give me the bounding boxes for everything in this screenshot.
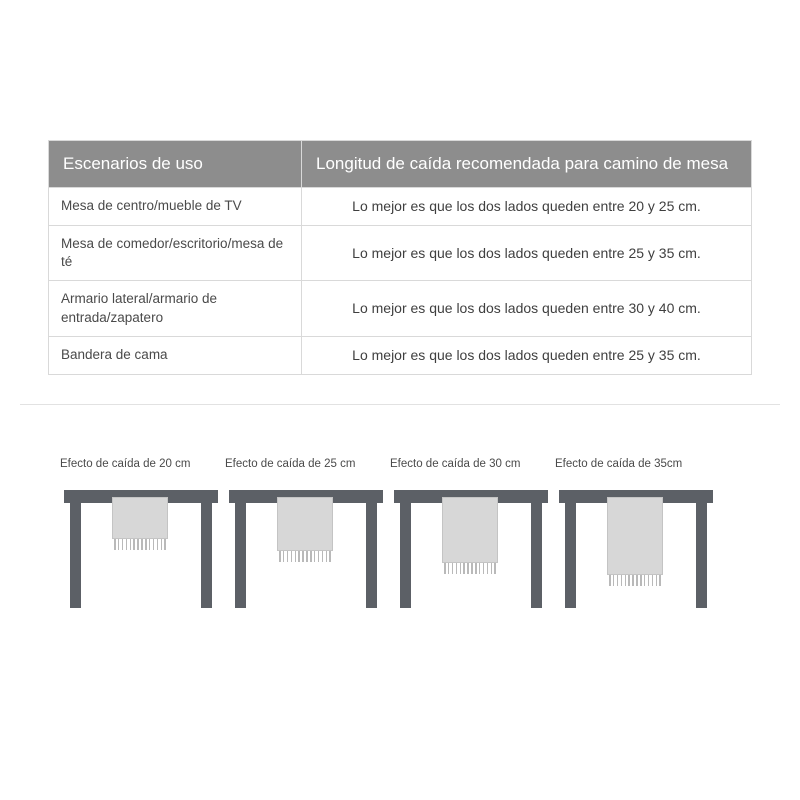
fringe-thread (318, 551, 320, 562)
table-leg-left (235, 503, 246, 608)
fringe-thread (164, 539, 166, 550)
table-runner-shape (112, 497, 168, 539)
cell-recommendation: Lo mejor es que los dos lados queden entre 25 y 35 cm. (302, 225, 752, 280)
table-row (49, 225, 752, 280)
table-runner-shape (442, 497, 498, 563)
fringe-thread (452, 563, 454, 574)
fringe-thread (648, 575, 650, 586)
cell-scenario: Armario lateral/armario de entrada/zapatero (49, 281, 302, 336)
fringe-thread (621, 575, 623, 586)
fringe-thread (463, 563, 465, 574)
fringe-thread (471, 563, 473, 574)
fringe-thread (659, 575, 661, 586)
fringe-thread (114, 539, 116, 550)
fringe-thread (287, 551, 289, 562)
fringe-thread (326, 551, 328, 562)
fringe-thread (625, 575, 627, 586)
table-leg-left (70, 503, 81, 608)
fringe-thread (444, 563, 446, 574)
fringe-thread (644, 575, 646, 586)
fringe-thread (652, 575, 654, 586)
fringe-thread (487, 563, 489, 574)
fringe-thread (130, 539, 132, 550)
fringe-thread (491, 563, 493, 574)
drop-panel (60, 440, 240, 670)
drop-panel (390, 440, 570, 670)
fringe-thread (494, 563, 496, 574)
table-leg-left (565, 503, 576, 608)
recommendation-table-container (48, 140, 752, 375)
drop-panel-caption: Efecto de caída de 35cm (555, 458, 683, 470)
cell-recommendation: Lo mejor es que los dos lados queden entre 25 y 35 cm. (302, 336, 752, 374)
fringe-thread (157, 539, 159, 550)
cell-scenario: Mesa de centro/mueble de TV (49, 188, 302, 226)
cell-scenario: Mesa de comedor/escritorio/mesa de té (49, 225, 302, 280)
fringe-thread (122, 539, 124, 550)
cell-recommendation: Lo mejor es que los dos lados queden entre 20 y 25 cm. (302, 188, 752, 226)
drop-panel-caption: Efecto de caída de 30 cm (390, 458, 521, 470)
table-leg-right (531, 503, 542, 608)
fringe-thread (460, 563, 462, 574)
fringe-thread (149, 539, 151, 550)
table-row (49, 188, 752, 226)
table-header-recommendation: Longitud de caída recomendada para camino de mesa (302, 141, 752, 188)
drop-panel (555, 440, 735, 670)
drop-panel-caption: Efecto de caída de 25 cm (225, 458, 356, 470)
drop-effect-diagram (0, 440, 800, 700)
fringe-thread (145, 539, 147, 550)
table-runner-fringe (277, 551, 333, 562)
fringe-thread (137, 539, 139, 550)
fringe-thread (613, 575, 615, 586)
fringe-thread (279, 551, 281, 562)
drop-panel-caption: Efecto de caída de 20 cm (60, 458, 191, 470)
cell-scenario: Bandera de cama (49, 336, 302, 374)
fringe-thread (479, 563, 481, 574)
fringe-thread (161, 539, 163, 550)
fringe-thread (632, 575, 634, 586)
fringe-thread (126, 539, 128, 550)
fringe-thread (298, 551, 300, 562)
table-runner-fringe (112, 539, 168, 550)
fringe-thread (306, 551, 308, 562)
recommendation-table (48, 140, 752, 375)
fringe-thread (617, 575, 619, 586)
fringe-thread (133, 539, 135, 550)
table-head (49, 141, 752, 188)
fringe-thread (329, 551, 331, 562)
fringe-thread (302, 551, 304, 562)
drop-panel (225, 440, 405, 670)
fringe-thread (310, 551, 312, 562)
fringe-thread (628, 575, 630, 586)
table-leg-left (400, 503, 411, 608)
section-divider (20, 404, 780, 405)
fringe-thread (636, 575, 638, 586)
table-runner-shape (607, 497, 663, 575)
table-runner-shape (277, 497, 333, 551)
fringe-thread (467, 563, 469, 574)
fringe-thread (118, 539, 120, 550)
table-header-row (49, 141, 752, 188)
fringe-thread (295, 551, 297, 562)
fringe-thread (483, 563, 485, 574)
fringe-thread (322, 551, 324, 562)
fringe-thread (640, 575, 642, 586)
table-runner-fringe (607, 575, 663, 586)
cell-recommendation: Lo mejor es que los dos lados queden entre 30 y 40 cm. (302, 281, 752, 336)
fringe-thread (283, 551, 285, 562)
table-leg-right (201, 503, 212, 608)
table-row (49, 336, 752, 374)
fringe-thread (456, 563, 458, 574)
table-leg-right (366, 503, 377, 608)
fringe-thread (291, 551, 293, 562)
fringe-thread (314, 551, 316, 562)
fringe-thread (153, 539, 155, 550)
fringe-thread (656, 575, 658, 586)
table-header-scenario: Escenarios de uso (49, 141, 302, 188)
table-leg-right (696, 503, 707, 608)
table-row (49, 281, 752, 336)
fringe-thread (609, 575, 611, 586)
fringe-thread (141, 539, 143, 550)
fringe-thread (475, 563, 477, 574)
table-runner-fringe (442, 563, 498, 574)
fringe-thread (448, 563, 450, 574)
table-body (49, 188, 752, 375)
